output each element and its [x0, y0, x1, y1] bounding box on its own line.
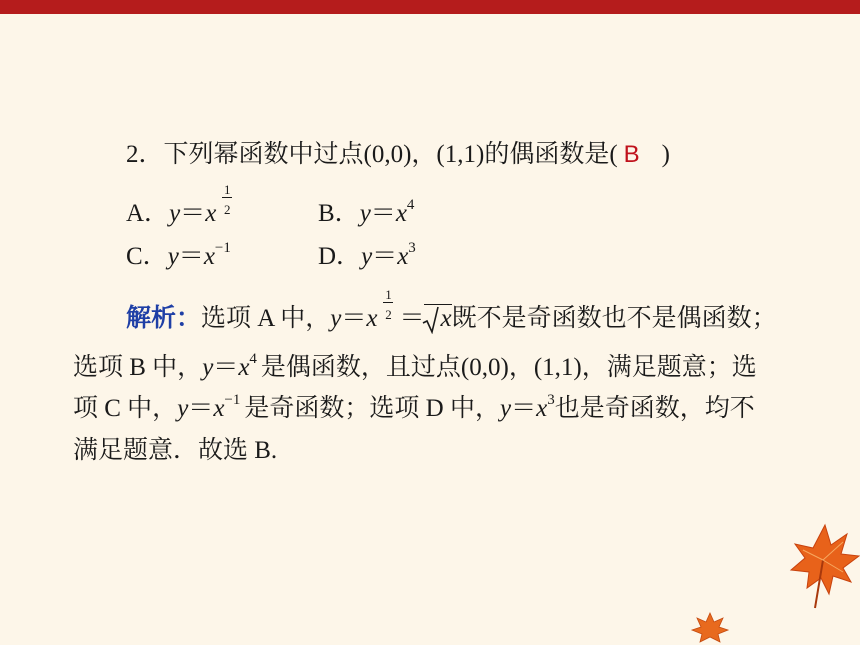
- sol-l2-eq: ＝: [213, 354, 239, 381]
- sol-l3-y: y: [177, 395, 189, 422]
- small-maple-leaf-icon: [690, 610, 730, 645]
- question-line: [126, 140, 670, 170]
- maple-leaf-icon: [785, 520, 860, 610]
- sol-l3-x2: x: [536, 395, 548, 422]
- sol-l2-b: 是偶函数，且过点(0,0)，(1,1)，满足题意；选: [260, 354, 757, 381]
- sol-l3-a: 项 C 中，: [73, 395, 178, 422]
- sol-l2-x: x: [238, 354, 250, 381]
- option-c-x: x: [203, 243, 215, 270]
- sol-l3-exp: −1: [224, 392, 241, 408]
- solution-heading: 解析: [126, 305, 177, 332]
- option-d-x: x: [397, 243, 409, 270]
- option-c-exp: −1: [214, 240, 231, 256]
- option-b-label: B．: [318, 200, 360, 227]
- option-b-eq: ＝: [370, 200, 396, 227]
- option-d-y: y: [361, 243, 373, 270]
- sol-l2-exp: 4: [249, 351, 257, 367]
- sol-l1-x: x: [366, 305, 378, 332]
- sol-l3-exp2: 3: [547, 392, 555, 408]
- option-a-y: y: [169, 200, 181, 227]
- option-a-exp-den: 2: [224, 202, 231, 217]
- option-c-eq: ＝: [178, 243, 204, 270]
- sol-l3-b: 是奇函数；选项 D 中，: [244, 395, 500, 422]
- sol-l1-exponent: [381, 287, 395, 334]
- sol-l1-y: y: [330, 305, 342, 332]
- option-b-y: y: [359, 200, 371, 227]
- option-c: [126, 242, 231, 275]
- option-d-label: D．: [318, 243, 362, 270]
- option-a-label: A．: [126, 200, 170, 227]
- sol-l3-x: x: [213, 395, 225, 422]
- solution-line-2: [73, 353, 757, 386]
- option-a-eq: ＝: [180, 200, 206, 227]
- sol-l1-eq2: ＝: [399, 305, 425, 332]
- sol-l4: 满足题意．故选 B.: [73, 437, 278, 464]
- sol-l1-a: 选项 A 中，: [201, 305, 331, 332]
- option-a: [126, 182, 234, 229]
- sol-l2-y: y: [202, 354, 214, 381]
- solution-heading-colon: ：: [176, 305, 202, 332]
- option-d-eq: ＝: [372, 243, 398, 270]
- option-b-exp: 4: [406, 197, 415, 213]
- option-a-exponent: [220, 182, 234, 229]
- option-c-y: y: [167, 243, 179, 270]
- sol-l1-b: 既不是奇函数也不是偶函数；: [451, 305, 777, 332]
- sol-l3-y2: y: [499, 395, 512, 422]
- sol-l2-a: 选项 B 中，: [73, 354, 203, 381]
- sol-l1-exp-num: 1: [385, 287, 392, 302]
- sol-l1-exp-den: 2: [385, 307, 392, 322]
- option-b: [318, 199, 414, 232]
- option-d-exp: 3: [408, 240, 416, 256]
- solution-line-1: [126, 287, 777, 334]
- option-a-x: x: [205, 200, 217, 227]
- answer-letter: B: [623, 141, 640, 168]
- sqrt-symbol: [424, 304, 451, 334]
- question-close: ): [661, 141, 670, 168]
- sol-l3-eq2: ＝: [511, 395, 537, 422]
- solution-line-4: [73, 436, 277, 466]
- sol-l1-eq: ＝: [341, 305, 367, 332]
- top-border-bar: [0, 0, 860, 14]
- sol-l3-eq: ＝: [188, 395, 214, 422]
- sol-l3-c: 也是奇函数，均不: [554, 395, 755, 422]
- question-stem: 下列幂函数中过点(0,0)，(1,1)的偶函数是(: [163, 141, 618, 168]
- option-a-exp-num: 1: [224, 182, 231, 197]
- sol-l1-radicand: x: [424, 304, 451, 332]
- option-b-x: x: [395, 200, 407, 227]
- solution-line-3: [73, 394, 755, 427]
- option-d: [318, 242, 416, 275]
- option-c-label: C．: [126, 243, 168, 270]
- question-number: 2．: [126, 141, 164, 168]
